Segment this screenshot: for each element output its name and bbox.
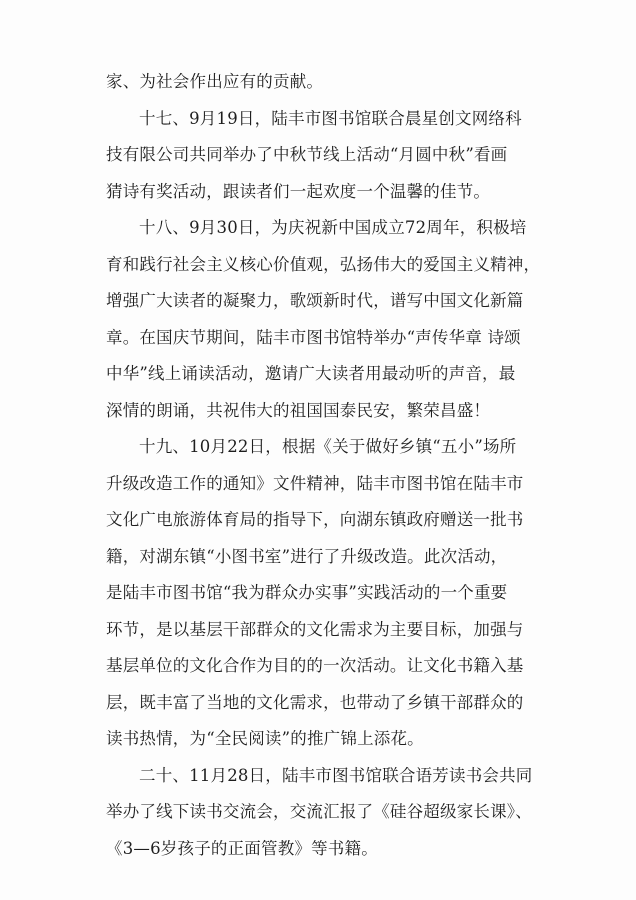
text-line: 籍，对湖东镇“小图书室”进行了升级改造。此次活动，: [106, 546, 508, 566]
text-line: 举办了线下读书交流会，交流汇报了《硅谷超级家长课》、: [106, 802, 532, 821]
text-line: 文化广电旅游体育局的指导下，向湖东镇政府赠送一批书: [106, 510, 524, 529]
text-line: 章。在国庆节期间，陆丰市图书馆特举办“声传华章 诗颂: [106, 327, 521, 347]
text-line: 基层单位的文化合作为目的的一次活动。让文化书籍入基: [106, 656, 524, 675]
text-line: 层，既丰富了当地的文化需求，也带动了乡镇干部群众的: [106, 692, 524, 712]
text-line: 十九、10月22日，根据《关于做好乡镇“五小”场所: [139, 437, 517, 456]
text-line: 技有限公司共同举办了中秋节线上活动“月圆中秋”看画: [106, 145, 508, 164]
text-line: 家、为社会作出应有的贡献。: [106, 72, 324, 91]
text-line: 中华”线上诵读活动，邀请广大读者用最动听的声音，最: [106, 364, 516, 383]
text-line: 二十、11月28日，陆丰市图书馆联合语芳读书会共同: [139, 765, 533, 785]
document-body: [106, 64, 546, 867]
text-line: 读书热情，为“全民阅读”的推广锦上添花。: [106, 729, 424, 748]
text-line: 《3—6岁孩子的正面管教》等书籍。: [106, 838, 378, 858]
text-line: 深情的朗诵，共祝伟大的祖国国泰民安，繁荣昌盛！: [106, 400, 491, 420]
text-line: 增强广大读者的凝聚力，歌颂新时代，谱写中国文化新篇: [106, 291, 524, 310]
text-line: 育和践行社会主义核心价值观，弘扬伟大的爱国主义精神，: [106, 254, 541, 274]
text-line: 是陆丰市图书馆“我为群众办实事”实践活动的一个重要: [106, 583, 508, 602]
text-line: 十八、9月30日，为庆祝新中国成立72周年，积极培: [139, 218, 527, 237]
text-line: 环节，是以基层干部群众的文化需求为主要目标，加强与: [106, 619, 524, 639]
text-line: 猜诗有奖活动，跟读者们一起欢度一个温馨的佳节。: [106, 181, 491, 201]
text-line: 升级改造工作的通知》文件精神，陆丰市图书馆在陆丰市: [106, 473, 524, 493]
text-line: 十七、9月19日，陆丰市图书馆联合晨星创文网络科: [139, 108, 522, 128]
